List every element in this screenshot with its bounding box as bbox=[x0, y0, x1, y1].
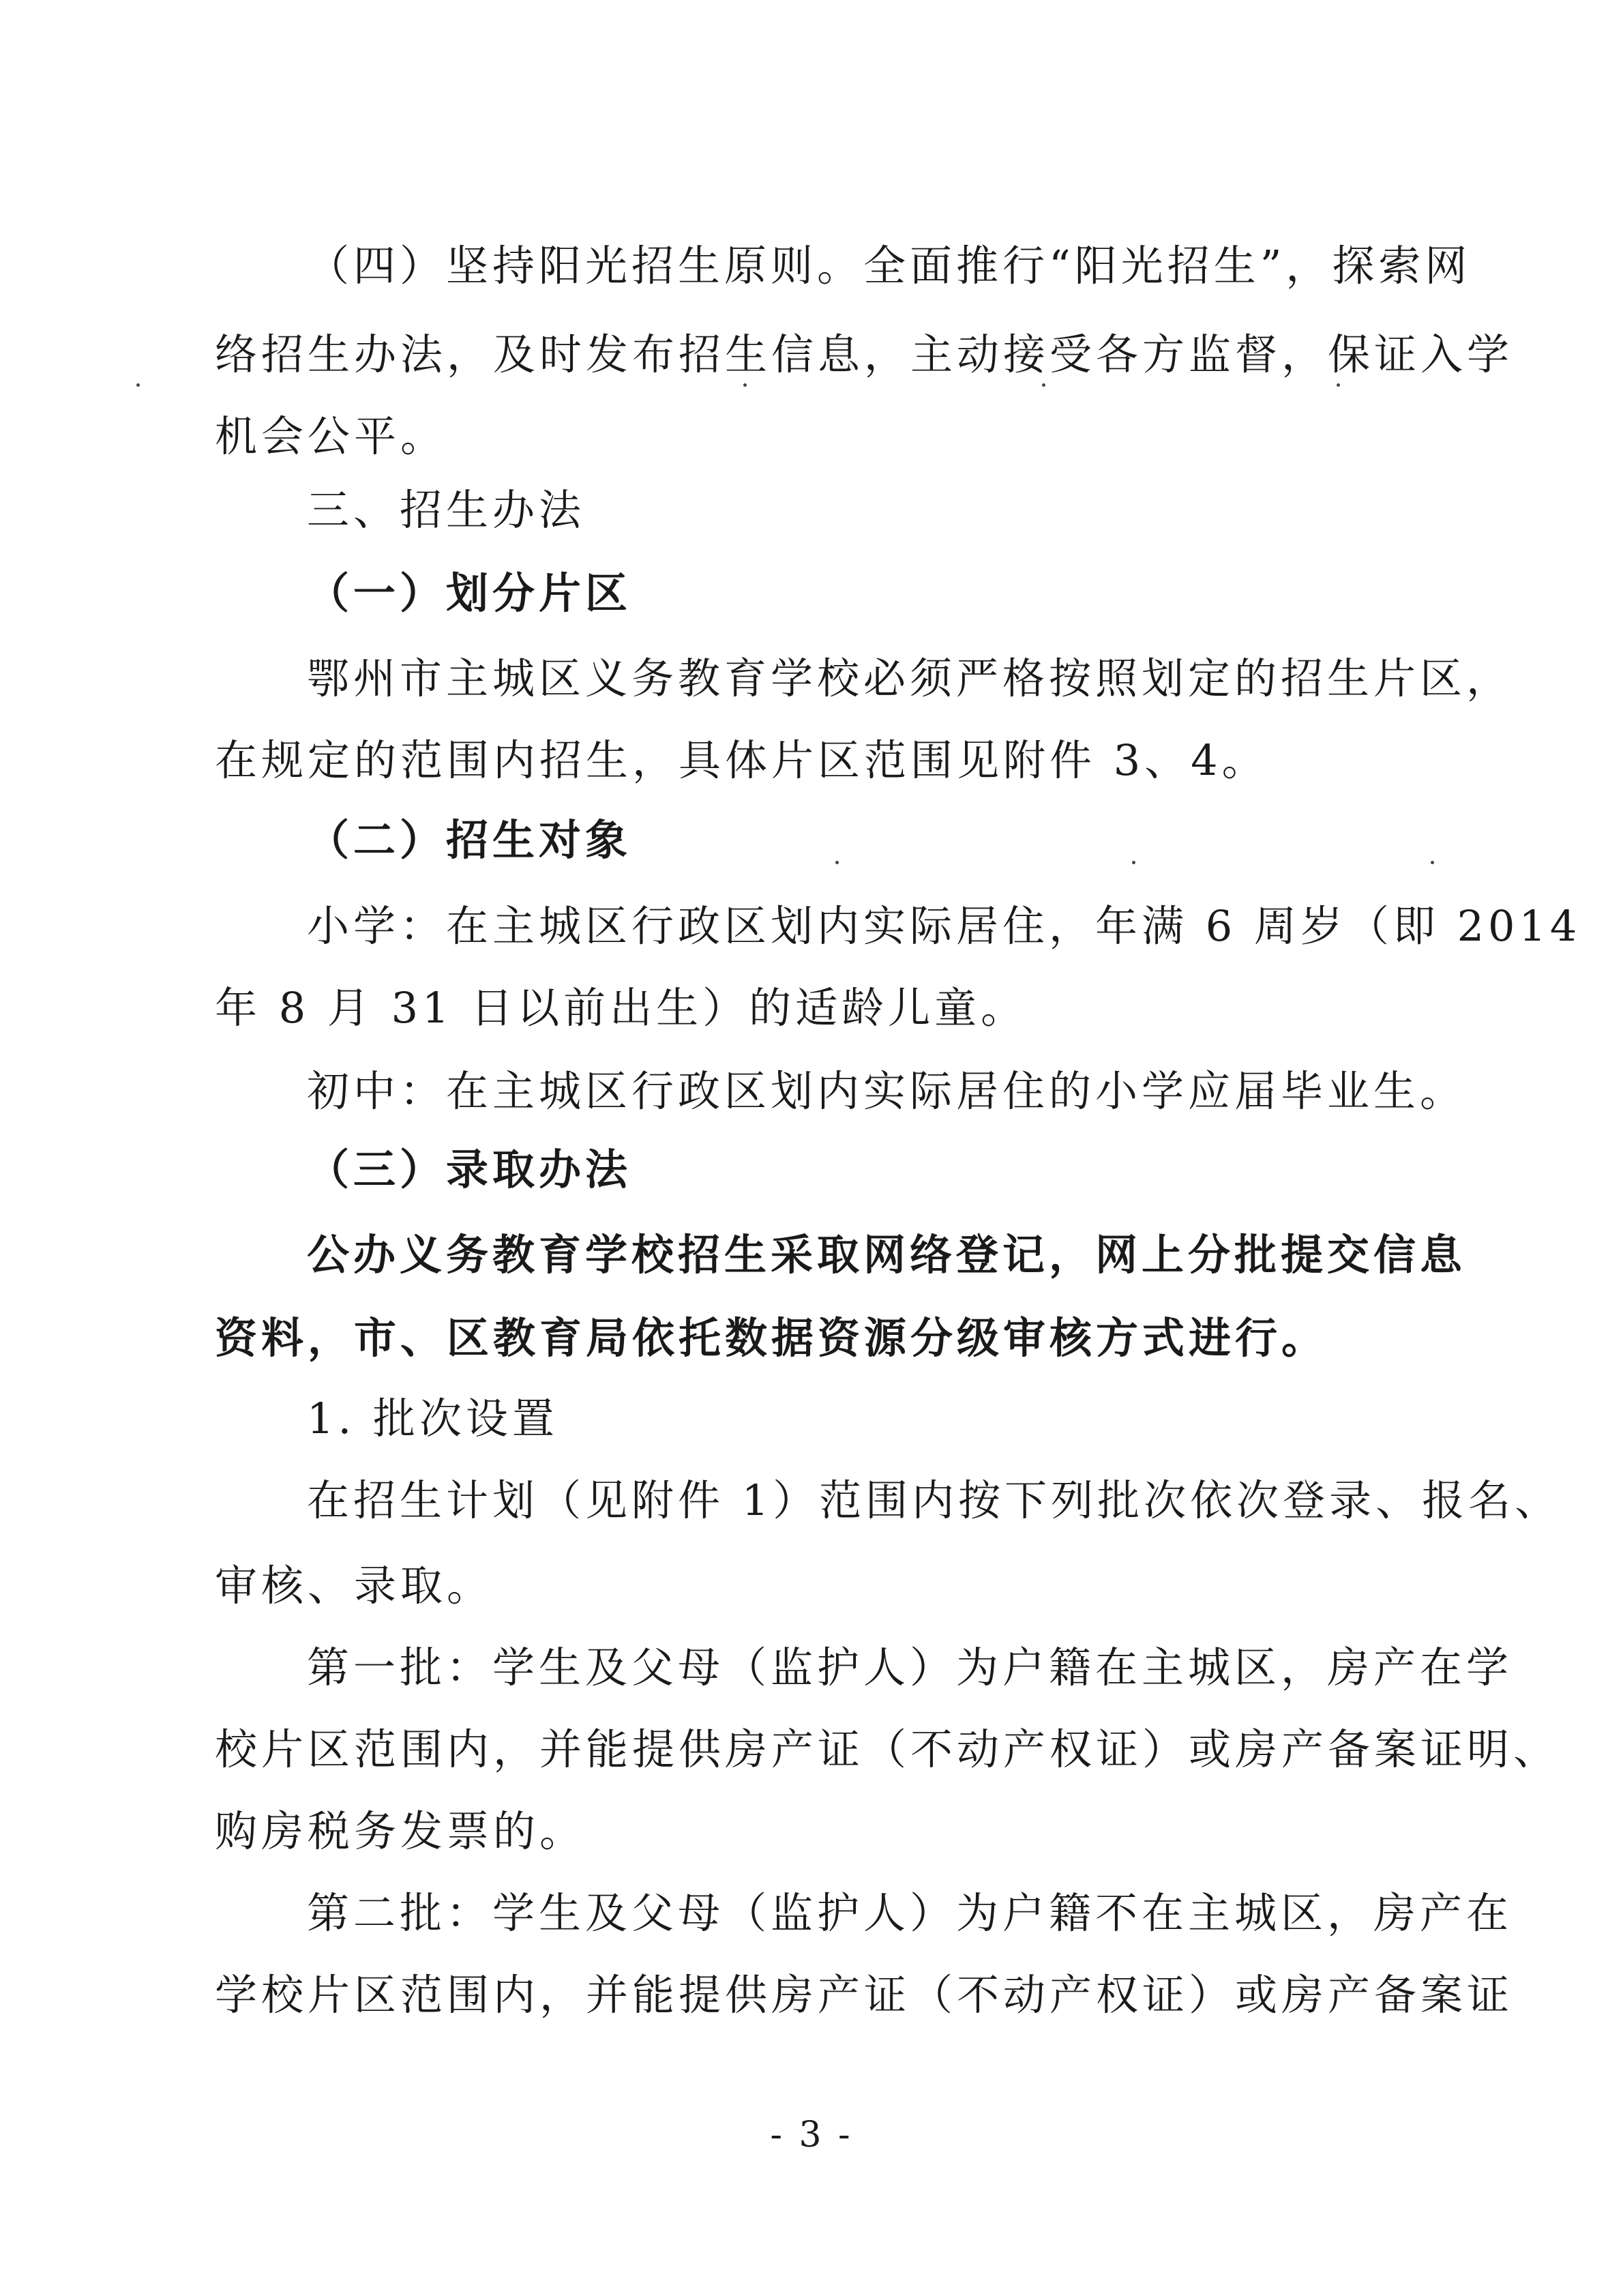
paragraph-line: （四）坚持阳光招生原则。全面推行“阳光招生”，探索网 bbox=[307, 241, 1472, 291]
paragraph-line: 购房税务发票的。 bbox=[215, 1806, 586, 1856]
scan-speck bbox=[835, 861, 839, 864]
paragraph-line: 初中：在主城区行政区划内实际居住的小学应届毕业生。 bbox=[307, 1066, 1467, 1116]
paragraph-line: 审核、录取。 bbox=[215, 1561, 494, 1610]
section-heading: 三、招生办法 bbox=[307, 485, 586, 535]
scan-speck bbox=[1337, 383, 1340, 387]
paragraph-line: 小学：在主城区行政区划内实际居住，年满 6 周岁（即 2014 bbox=[307, 901, 1581, 951]
scan-speck bbox=[743, 383, 747, 387]
paragraph-line: 在规定的范围内招生，具体片区范围见附件 3、4。 bbox=[215, 735, 1268, 785]
scan-speck bbox=[1431, 861, 1434, 864]
paragraph-line: 络招生办法，及时发布招生信息，主动接受各方监督，保证入学 bbox=[215, 329, 1514, 379]
numbered-heading: 1. 批次设置 bbox=[307, 1394, 559, 1443]
paragraph-line: 资料，市、区教育局依托数据资源分级审核方式进行。 bbox=[215, 1313, 1328, 1363]
paragraph-line: 公办义务教育学校招生采取网络登记，网上分批提交信息 bbox=[307, 1230, 1467, 1280]
paragraph-line: 机会公平。 bbox=[215, 411, 447, 461]
scan-speck bbox=[1132, 861, 1135, 864]
paragraph-line: 第一批：学生及父母（监护人）为户籍在主城区，房产在学 bbox=[307, 1643, 1513, 1692]
paragraph-line: 第二批：学生及父母（监护人）为户籍不在主城区，房产在 bbox=[307, 1888, 1513, 1938]
paragraph-line: 学校片区范围内，并能提供房产证（不动产权证）或房产备案证 bbox=[215, 1970, 1514, 2020]
paragraph-line: 在招生计划（见附件 1）范围内按下列批次依次登录、报名、 bbox=[307, 1475, 1562, 1525]
scan-speck bbox=[1042, 383, 1045, 387]
scan-speck bbox=[136, 383, 140, 387]
paragraph-line: 年 8 月 31 日以前出生）的适龄儿童。 bbox=[215, 983, 1028, 1033]
subsection-heading: （三）录取办法 bbox=[307, 1145, 632, 1194]
paragraph-line: 校片区范围内，并能提供房产证（不动产权证）或房产备案证明、 bbox=[215, 1724, 1560, 1774]
subsection-heading: （二）招生对象 bbox=[307, 815, 632, 865]
subsection-heading: （一）划分片区 bbox=[307, 568, 632, 618]
paragraph-line: 鄂州市主城区义务教育学校必须严格按照划定的招生片区， bbox=[307, 653, 1513, 703]
page-number: - 3 - bbox=[770, 2115, 853, 2155]
